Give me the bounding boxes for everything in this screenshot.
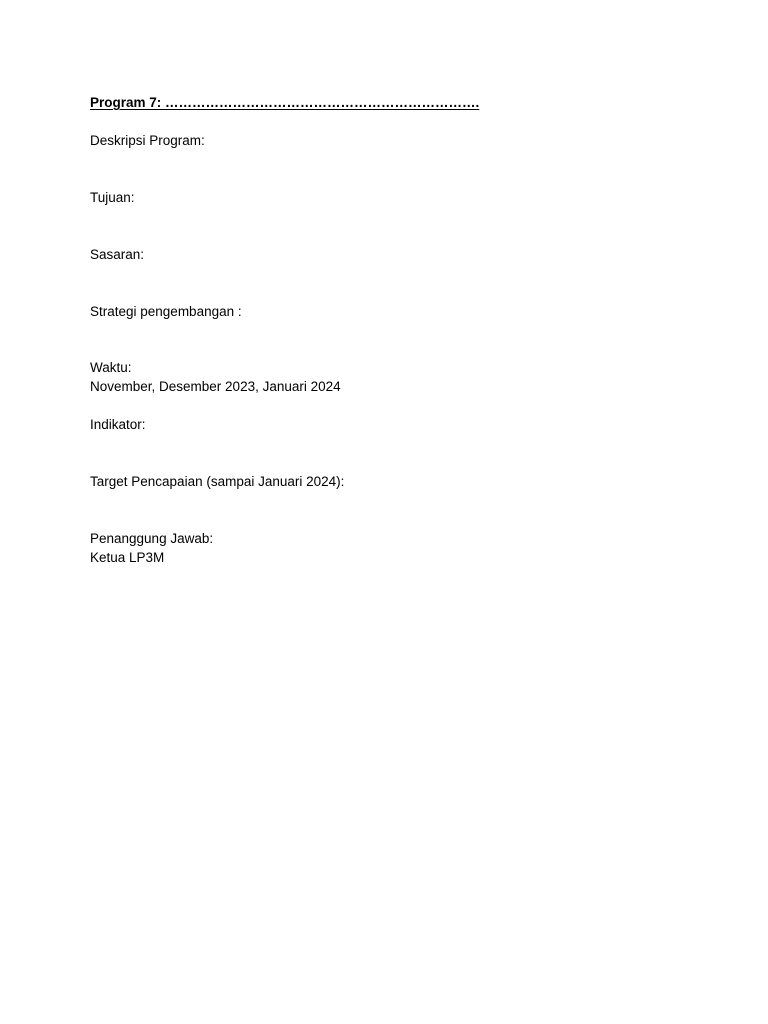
waktu-value: November, Desember 2023, Januari 2024 [90, 379, 341, 394]
waktu-label: Waktu: [90, 360, 132, 375]
tujuan-label: Tujuan: [90, 190, 135, 205]
strategi-label: Strategi pengembangan : [90, 304, 242, 319]
indikator-label: Indikator: [90, 417, 146, 432]
program-title: Program 7: ……………………………………………………………. [90, 95, 480, 110]
sasaran-label: Sasaran: [90, 247, 145, 262]
target-label: Target Pencapaian (sampai Januari 2024): [90, 474, 345, 489]
deskripsi-label: Deskripsi Program: [90, 133, 205, 148]
penanggung-label: Penanggung Jawab: [90, 531, 214, 546]
penanggung-value: Ketua LP3M [90, 550, 165, 565]
